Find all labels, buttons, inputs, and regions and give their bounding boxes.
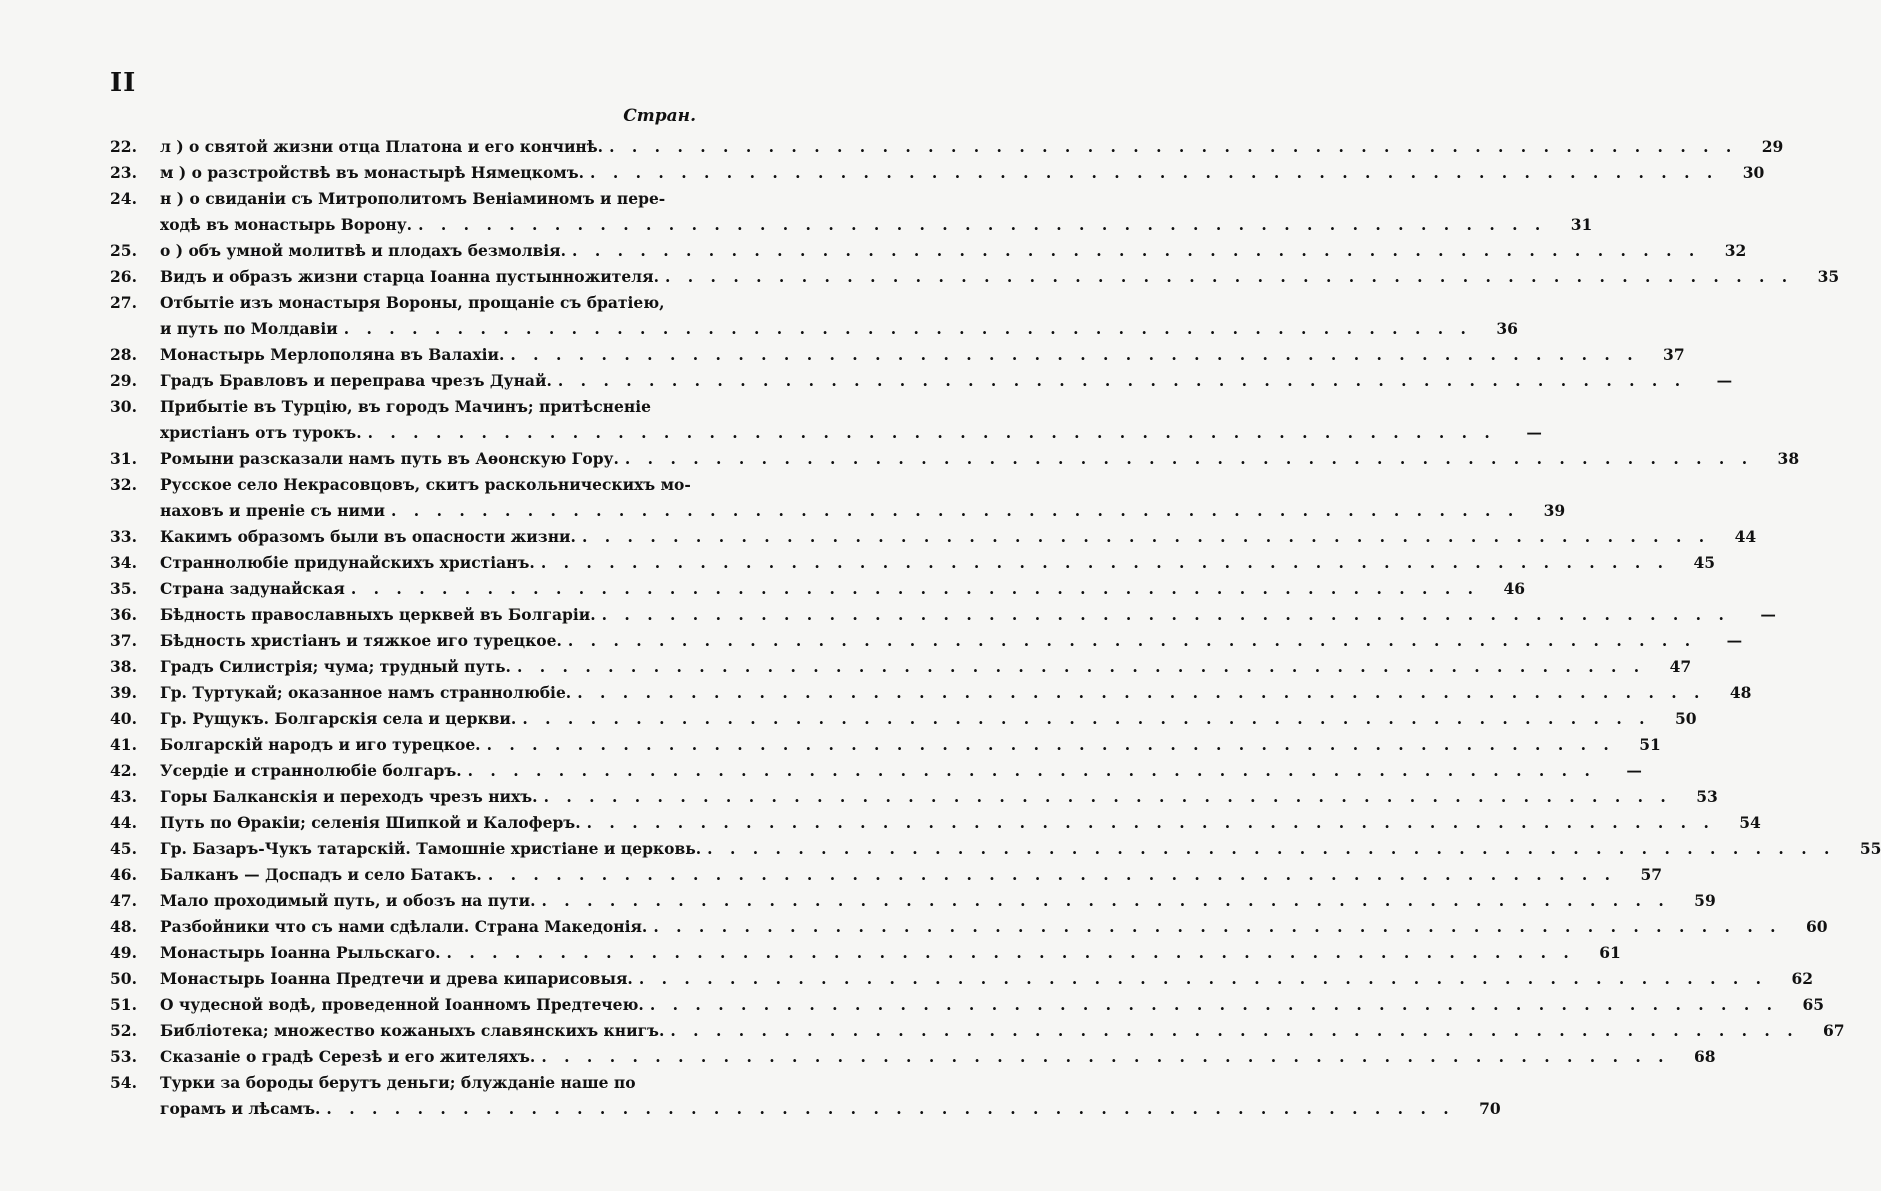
entry-page-number: 54 [1739, 813, 1761, 832]
entry-page-number: 55 [1859, 839, 1881, 858]
entry-title: Сказаніе о градѣ Серезѣ и его жителяхъ. [160, 1047, 536, 1066]
entry-title: Балканъ — Доспадъ и село Батакъ. [160, 865, 482, 884]
dot-leader: . . . . . . . . . . . . . . . . . . . . . . . . . . . . . . . . . . . . . . . . . . . . . . . . . . [572, 241, 1701, 260]
toc-entry [110, 238, 1747, 264]
entry-title: ходѣ въ монастырь Ворону. [160, 215, 413, 234]
entry-page-number: 29 [1761, 137, 1784, 156]
entry-page-number: 61 [1599, 943, 1621, 962]
entry-number: 38. [110, 657, 137, 676]
toc-entry [110, 550, 1716, 576]
dot-leader: . . . . . . . . . . . . . . . . . . . . . . . . . . . . . . . . . . . . . . . . . . . . . . . . . . [638, 969, 1768, 988]
toc-entry [110, 810, 1761, 836]
entry-title: Горы Балканскія и переходъ чрезъ нихъ. [160, 787, 538, 806]
toc-entry-line [110, 888, 1716, 914]
toc-entry [110, 914, 1828, 940]
entry-number: 47. [110, 891, 137, 910]
entry-number: 51. [110, 995, 137, 1014]
toc-entry [110, 706, 1697, 732]
entry-page-number: 60 [1805, 917, 1828, 936]
toc-entry [110, 446, 1800, 472]
entry-number: 52. [110, 1021, 137, 1040]
entry-page-number: 51 [1639, 735, 1661, 754]
entry-page-number: 39 [1543, 501, 1566, 520]
page-number: II [110, 68, 137, 98]
entry-title: Градъ Силистрія; чума; трудный путь. [160, 657, 511, 676]
entry-page-number: 32 [1724, 241, 1747, 260]
dot-leader: . . . . . . . . . . . . . . . . . . . . . . . . . . . . . . . . . . . . . . . . . . . . . . . . . . [390, 501, 1520, 520]
dot-leader: . . . . . . . . . . . . . . . . . . . . . . . . . . . . . . . . . . . . . . . . . . . . . . . . . . [418, 215, 1547, 234]
toc-entry [110, 472, 1566, 524]
toc-entry-line [110, 862, 1663, 888]
entry-title: Монастырь Мерлополяна въ Валахіи. [160, 345, 505, 364]
entry-number: 42. [110, 761, 137, 780]
entry-number: 22. [110, 137, 137, 156]
entry-page-number: 57 [1640, 865, 1663, 884]
entry-page-number: 70 [1479, 1099, 1501, 1118]
toc-entry [110, 940, 1621, 966]
entry-title: Турки за бороды берутъ деньги; блужданіе наше по [160, 1073, 636, 1092]
dot-leader: . . . . . . . . . . . . . . . . . . . . . . . . . . . . . . . . . . . . . . . . . . . . . . . . . . [581, 527, 1711, 546]
entry-title: Гр. Базаръ-Чукъ татарскій. Тамошніе христіане и церковь. [160, 839, 702, 858]
toc-entry [110, 1044, 1716, 1070]
entry-page-number: 65 [1802, 995, 1825, 1014]
entry-page-number: 44 [1734, 527, 1757, 546]
dot-leader: . . . . . . . . . . . . . . . . . . . . . . . . . . . . . . . . . . . . . . . . . . . . . . . . . . [343, 319, 1472, 338]
entry-number: 27. [110, 293, 137, 312]
entry-number: 33. [110, 527, 137, 546]
toc-entry-line [110, 1096, 1501, 1122]
entry-page-number: — [1716, 371, 1733, 390]
entry-title: Бѣдность православныхъ церквей въ Болгаріи. [160, 605, 596, 624]
toc-entry-line [110, 654, 1692, 680]
dot-leader: . . . . . . . . . . . . . . . . . . . . . . . . . . . . . . . . . . . . . . . . . . . . . . . . . . [624, 449, 1754, 468]
dot-leader: . . . . . . . . . . . . . . . . . . . . . . . . . . . . . . . . . . . . . . . . . . . . . . . . . . [609, 137, 1738, 156]
toc-entry [110, 888, 1716, 914]
toc-entry-line [110, 992, 1825, 1018]
entry-title: Бѣдность христіанъ и тяжкое иго турецкое. [160, 631, 562, 650]
entry-title: Монастырь Іоанна Предтечи и древа кипарисовыя. [160, 969, 633, 988]
entry-number: 54. [110, 1073, 137, 1092]
entry-title: Отбытіе изъ монастыря Вороны, прощаніе съ братіею, [160, 293, 665, 312]
dot-leader: . . . . . . . . . . . . . . . . . . . . . . . . . . . . . . . . . . . . . . . . . . . . . . . . . . [590, 163, 1719, 182]
toc-entry [110, 862, 1663, 888]
dot-leader: . . . . . . . . . . . . . . . . . . . . . . . . . . . . . . . . . . . . . . . . . . . . . . . . . . [543, 787, 1672, 806]
entry-title: Монастырь Іоанна Рыльскаго. [160, 943, 441, 962]
entry-title: Гр. Рущукъ. Болгарскія села и церкви. [160, 709, 517, 728]
entry-number: 44. [110, 813, 137, 832]
toc-entry [110, 732, 1661, 758]
entry-number: 34. [110, 553, 137, 572]
dot-leader: . . . . . . . . . . . . . . . . . . . . . . . . . . . . . . . . . . . . . . . . . . . . . . . . . . [707, 839, 1836, 858]
toc-entry-line [110, 836, 1881, 862]
dot-leader: . . . . . . . . . . . . . . . . . . . . . . . . . . . . . . . . . . . . . . . . . . . . . . . . . . [586, 813, 1715, 832]
dot-leader: . . . . . . . . . . . . . . . . . . . . . . . . . . . . . . . . . . . . . . . . . . . . . . . . . . [653, 917, 1782, 936]
entry-page-number: 53 [1696, 787, 1718, 806]
entry-page-number: 30 [1742, 163, 1765, 182]
entry-page-number: 62 [1791, 969, 1814, 988]
toc-entry-line [110, 212, 1593, 238]
entry-page-number: 46 [1503, 579, 1526, 598]
toc-entry-line [110, 446, 1800, 472]
entry-number: 40. [110, 709, 137, 728]
entry-page-number: 68 [1694, 1047, 1716, 1066]
entry-page-number: 59 [1694, 891, 1716, 910]
dot-leader: . . . . . . . . . . . . . . . . . . . . . . . . . . . . . . . . . . . . . . . . . . . . . . . . . . [486, 735, 1615, 754]
entry-page-number: 50 [1674, 709, 1697, 728]
toc-entry [110, 1070, 1501, 1122]
dot-leader: . . . . . . . . . . . . . . . . . . . . . . . . . . . . . . . . . . . . . . . . . . . . . . . . . . [567, 631, 1697, 650]
entry-title: Прибытіе въ Турцію, въ городъ Мачинъ; притѣсненіе [160, 397, 651, 416]
entry-number: 53. [110, 1047, 137, 1066]
toc-entry-line [110, 134, 1784, 160]
toc-entry-line [110, 472, 700, 498]
entry-page-number: — [1626, 761, 1642, 780]
toc-entry [110, 784, 1718, 810]
entry-title: о ) объ умной молитвѣ и плодахъ безмолвія. [160, 241, 567, 260]
dot-leader: . . . . . . . . . . . . . . . . . . . . . . . . . . . . . . . . . . . . . . . . . . . . . . . . . . [446, 943, 1575, 962]
dot-leader: . . . . . . . . . . . . . . . . . . . . . . . . . . . . . . . . . . . . . . . . . . . . . . . . . . [350, 579, 1480, 598]
toc-entry-line [110, 1044, 1716, 1070]
entry-number: 49. [110, 943, 137, 962]
toc-entry-line [110, 394, 700, 420]
entry-number: 46. [110, 865, 137, 884]
entry-title: Путь по Ѳракіи; селенія Шипкой и Калоферъ. [160, 813, 581, 832]
toc-entry [110, 342, 1685, 368]
toc-entry-line [110, 628, 1743, 654]
toc-entry [110, 966, 1814, 992]
entry-title: Гр. Туртукай; оказанное намъ страннолюбіе. [160, 683, 572, 702]
entry-number: 31. [110, 449, 137, 468]
toc-entry-line [110, 290, 700, 316]
toc-entry-line [110, 1070, 700, 1096]
entry-number: 23. [110, 163, 137, 182]
toc-entry-line [110, 810, 1761, 836]
toc-entry-line [110, 602, 1776, 628]
dot-leader: . . . . . . . . . . . . . . . . . . . . . . . . . . . . . . . . . . . . . . . . . . . . . . . . . . [541, 1047, 1670, 1066]
entry-number: 24. [110, 189, 137, 208]
toc-entry [110, 602, 1776, 628]
dot-leader: . . . . . . . . . . . . . . . . . . . . . . . . . . . . . . . . . . . . . . . . . . . . . . . . . . [601, 605, 1730, 624]
entry-number: 43. [110, 787, 137, 806]
entry-page-number: 47 [1669, 657, 1692, 676]
dot-leader: . . . . . . . . . . . . . . . . . . . . . . . . . . . . . . . . . . . . . . . . . . . . . . . . . . [541, 891, 1670, 910]
entry-number: 45. [110, 839, 137, 858]
entry-number: 48. [110, 917, 137, 936]
entry-title: христіанъ отъ турокъ. [160, 423, 362, 442]
entry-number: 29. [110, 371, 137, 390]
entry-number: 32. [110, 475, 137, 494]
entry-number: 28. [110, 345, 137, 364]
page-column-header: Стран. [623, 106, 696, 126]
entry-number: 37. [110, 631, 137, 650]
toc-entry-line [110, 914, 1828, 940]
toc-entry-line [110, 342, 1685, 368]
toc-entry-line [110, 940, 1621, 966]
entry-page-number: — [1526, 423, 1542, 442]
dot-leader: . . . . . . . . . . . . . . . . . . . . . . . . . . . . . . . . . . . . . . . . . . . . . . . . . . [367, 423, 1496, 442]
toc-entry-line [110, 186, 700, 212]
toc-entry [110, 654, 1692, 680]
toc-entry-line [110, 238, 1747, 264]
toc-entry-line [110, 1018, 1845, 1044]
toc-entry-line [110, 498, 1566, 524]
entry-title: Усердіе и страннолюбіе болгаръ. [160, 761, 462, 780]
entry-title: Ромыни разсказали намъ путь въ Аѳонскую Гору. [160, 449, 619, 468]
entry-title: Какимъ образомъ были въ опасности жизни. [160, 527, 576, 546]
entry-title: горамъ и лѣсамъ. [160, 1099, 321, 1118]
entry-page-number: 38 [1777, 449, 1800, 468]
toc-entry [110, 186, 1593, 238]
dot-leader: . . . . . . . . . . . . . . . . . . . . . . . . . . . . . . . . . . . . . . . . . . . . . . . . . . [540, 553, 1670, 572]
entry-title: Видъ и образъ жизни старца Іоанна пустынножителя. [160, 267, 659, 286]
entry-number: 26. [110, 267, 137, 286]
entry-page-number: 36 [1496, 319, 1518, 338]
dot-leader: . . . . . . . . . . . . . . . . . . . . . . . . . . . . . . . . . . . . . . . . . . . . . . . . . . [664, 267, 1794, 286]
entry-title: наховъ и преніе съ ними [160, 501, 385, 520]
entry-title: Градъ Бравловъ и переправа чрезъ Дунай. [160, 371, 552, 390]
toc-entry [110, 264, 1840, 290]
entry-page-number: 48 [1729, 683, 1752, 702]
entry-title: Разбойники что съ нами сдѣлали. Страна Македонія. [160, 917, 648, 936]
toc-entry-line [110, 264, 1840, 290]
toc-entry [110, 992, 1825, 1018]
entry-title: Библіотека; множество кожаныхъ славянскихъ книгъ. [160, 1021, 665, 1040]
dot-leader: . . . . . . . . . . . . . . . . . . . . . . . . . . . . . . . . . . . . . . . . . . . . . . . . . . [510, 345, 1639, 364]
toc-entry [110, 628, 1743, 654]
entry-title: Болгарскій народъ и иго турецкое. [160, 735, 481, 754]
table-of-contents [110, 134, 1881, 1122]
entry-page-number: 37 [1663, 345, 1685, 364]
toc-entry-line [110, 758, 1642, 784]
entry-page-number: 45 [1693, 553, 1716, 572]
dot-leader: . . . . . . . . . . . . . . . . . . . . . . . . . . . . . . . . . . . . . . . . . . . . . . . . . . [487, 865, 1617, 884]
dot-leader: . . . . . . . . . . . . . . . . . . . . . . . . . . . . . . . . . . . . . . . . . . . . . . . . . . [557, 371, 1687, 390]
toc-entry [110, 394, 1542, 446]
toc-entry [110, 524, 1757, 550]
entry-page-number: — [1760, 605, 1776, 624]
entry-number: 41. [110, 735, 137, 754]
toc-entry [110, 368, 1733, 394]
toc-entry [110, 134, 1784, 160]
dot-leader: . . . . . . . . . . . . . . . . . . . . . . . . . . . . . . . . . . . . . . . . . . . . . . . . . . [670, 1021, 1799, 1040]
toc-entry [110, 576, 1526, 602]
toc-entry [110, 1018, 1845, 1044]
toc-entry-line [110, 966, 1814, 992]
dot-leader: . . . . . . . . . . . . . . . . . . . . . . . . . . . . . . . . . . . . . . . . . . . . . . . . . . [516, 657, 1646, 676]
toc-entry [110, 836, 1881, 862]
entry-title: и путь по Молдавіи [160, 319, 338, 338]
toc-entry-line [110, 420, 1542, 446]
toc-entry [110, 680, 1752, 706]
entry-number: 36. [110, 605, 137, 624]
toc-entry-line [110, 368, 1733, 394]
entry-title: Мало проходимый путь, и обозъ на пути. [160, 891, 536, 910]
dot-leader: . . . . . . . . . . . . . . . . . . . . . . . . . . . . . . . . . . . . . . . . . . . . . . . . . . [326, 1099, 1455, 1118]
entry-title: л ) о святой жизни отца Платона и его кончинѣ. [160, 137, 604, 156]
entry-number: 39. [110, 683, 137, 702]
entry-title: м ) о разстройствѣ въ монастырѣ Нямецкомъ. [160, 163, 585, 182]
entry-number: 25. [110, 241, 137, 260]
toc-entry-line [110, 680, 1752, 706]
entry-title: Русское село Некрасовцовъ, скитъ раскольническихъ мо- [160, 475, 691, 494]
entry-number: 50. [110, 969, 137, 988]
toc-entry-line [110, 316, 1518, 342]
entry-page-number: 31 [1570, 215, 1593, 234]
toc-entry-line [110, 732, 1661, 758]
entry-number: 30. [110, 397, 137, 416]
toc-entry-line [110, 160, 1765, 186]
toc-entry [110, 758, 1642, 784]
entry-title: Страннолюбіе придунайскихъ христіанъ. [160, 553, 535, 572]
dot-leader: . . . . . . . . . . . . . . . . . . . . . . . . . . . . . . . . . . . . . . . . . . . . . . . . . . [649, 995, 1779, 1014]
toc-entry-line [110, 550, 1716, 576]
toc-entry [110, 290, 1518, 342]
entry-title: н ) о свиданіи съ Митрополитомъ Веніаминомъ и пере- [160, 189, 666, 208]
toc-entry-line [110, 706, 1697, 732]
entry-number: 35. [110, 579, 137, 598]
entry-title: О чудесной водѣ, проведенной Іоанномъ Предтечею. [160, 995, 644, 1014]
toc-entry-line [110, 784, 1718, 810]
toc-entry-line [110, 524, 1757, 550]
toc-entry-line [110, 576, 1526, 602]
entry-page-number: 67 [1823, 1021, 1845, 1040]
dot-leader: . . . . . . . . . . . . . . . . . . . . . . . . . . . . . . . . . . . . . . . . . . . . . . . . . . [577, 683, 1706, 702]
entry-page-number: 35 [1817, 267, 1840, 286]
entry-page-number: — [1726, 631, 1743, 650]
dot-leader: . . . . . . . . . . . . . . . . . . . . . . . . . . . . . . . . . . . . . . . . . . . . . . . . . . [467, 761, 1596, 780]
dot-leader: . . . . . . . . . . . . . . . . . . . . . . . . . . . . . . . . . . . . . . . . . . . . . . . . . . [522, 709, 1651, 728]
entry-title: Страна задунайская [160, 579, 345, 598]
toc-entry [110, 160, 1765, 186]
